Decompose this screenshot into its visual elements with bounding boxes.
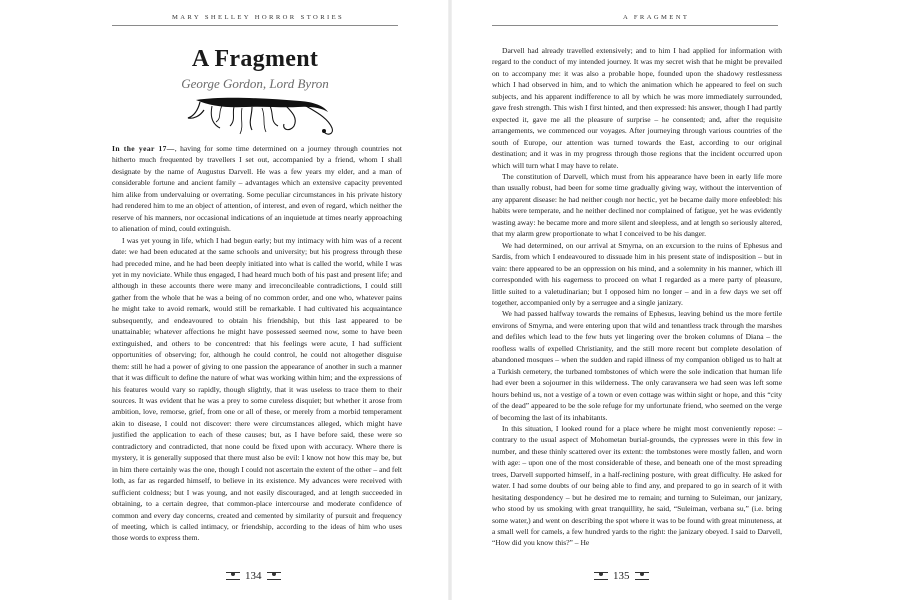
paragraph [112,143,402,235]
page-number-value: 135 [613,570,630,582]
page-number-value: 134 [245,570,262,582]
page-number [226,570,281,582]
page-number [594,570,649,582]
paragraph: The constitution of Darvell, which must from his appearance have been in early life more than usually robust, had been for some time gradually giving way, without the intervention of any apparent disease: he had neither cough nor hectic, yet he became daily more enfeebled: his habits were temperate, and he neither declined nor complained of fatigue, yet he was evidently wasting away: he became more and more silent and sleepless, and at length so seriously altered, that my alarm grew proportionate to what I conceived to be his danger. [492,171,782,239]
header-rule [492,25,778,26]
lead-in: In the year 17— [112,144,175,153]
paragraph: In this situation, I looked round for a place where he might most conveniently repose: – contrary to the usual aspect of Mohometan burial-grounds, the cypresses were in this few in number, and these thinly scattered over its extent: the tombstones were mostly fallen, and worn with age: – upon one of the most considerable of these, and beneath one of the most spreading trees, Darvell supported himself, in a half-reclining posture, with great difficulty. He asked for water. I had some doubts of our being able to find any, and prepared to go in search of it with hesitating despondency – but he desired me to remain; and turning to Suleiman, our janizary, who stood by us smoking with great tranquillity, he said, “Suleiman, verbana su,” (i.e. bring some water,) and went on describing the spot where it was to be found with great minuteness, at a small well for camels, a few hundred yards to the right: the janizary obeyed. I said to Darvell, “How did you know this?” – He [492,423,782,548]
right-page [452,0,900,600]
right-body-text [492,45,782,549]
flourish-ornament-icon [182,94,342,138]
paragraph: We had passed halfway towards the remains of Ephesus, leaving behind us the more fertile environs of Smyrna, and were entering upon that wild and tenantless track through the marshes and defiles which lead to the few huts yet lingering over the broken columns of Diana – the roofless walls of expelled Christianity, and the still more recent but complete desolation of abandoned mosques – when the sudden and rapid illness of my companion obliged us to halt at a Turkish cemetery, the turbaned tombstones of which were the sole indication that human life had ever been a sojourner in this wilderness. The only caravansera we had seen was left some hours behind us, not a vestige of a town or even cottage was within sight or hope, and this “city of the dead” appeared to be the sole refuge for my unfortunate friend, who seemed on the verge of becoming the last of its inhabitants. [492,309,782,422]
running-head: MARY SHELLEY HORROR STORIES [172,14,345,21]
running-head: A FRAGMENT [623,14,690,21]
folio-ornament-icon [594,572,608,580]
paragraph: We had determined, on our arrival at Smyrna, on an excursion to the ruins of Ephesus and Sardis, from which I endeavoured to dissuade him in his present state of indisposition – but in vain: there appeared to be an oppression on his mind, and a solemnity in his manner, which ill corresponded with his eagerness to proceed on what I regarded as a mere party of pleasure, little suited to a valetudinarian; but I opposed him no longer – and in a few days we set off together, accompanied only by a serrugee and a single janizary. [492,240,782,307]
left-body-text [112,143,402,544]
paragraph: Darvell had already travelled extensively; and to him I had applied for information with regard to the conduct of my intended journey. It was my secret wish that he might be prevailed on to accompany me: it was also a probable hope, founded upon the shadowy restlessness which I had observed in him, and to which the animation which he appeared to feel on such subjects, and his apparent indifference to all by which he was more immediately surrounded, gave fresh strength. This wish I first hinted, and then expressed: his answer, though I had partly expected it, gave me all the pleasure of surprise – he consented; and, after the requisite arrangements, we commenced our voyages. After journeying through various countries of the south of Europe, our attention was turned towards the East, according to our original destination; and it was in my progress through those regions that the incident occurred upon which will turn what I may have to relate. [492,46,782,170]
left-page [0,0,448,600]
folio-ornament-icon [635,572,649,580]
folio-ornament-icon [267,572,281,580]
paragraph: I was yet young in life, which I had begun early; but my intimacy with him was of a recent date: we had been educated at the same schools and university; but his progress through these had preceded mine, and he had been deeply initiated into what is called the world, while I was yet in my noviciate. While thus engaged, I had heard much both of his past and present life; and although in these accounts there were many and irreconcileable contradictions, I could still gather from the whole that he was a being of no common order, and one who, whatever pains he might take to avoid remark, would still be remarkable. I had cultivated his acquaintance subsequently, and endeavoured to obtain his friendship, but this last appeared to be unattainable; whatever affections he might have possessed seemed now, some to have been extinguished, and others to be concentred: that his feelings were acute, I had sufficient opportunities of observing; for, although he could control, he could not altogether disguise them: still he had a power of giving to one passion the appearance of another in such a manner that it was difficult to define the nature of what was working within him; and the expressions of his features would vary so rapidly, though slightly, that it was useless to trace them to their sources. It was evident that he was a prey to some cureless disquiet; but whether it arose from ambition, love, remorse, grief, from one or all of these, or merely from a morbid temperament akin to disease, I could not discover: there were circumstances alleged, which might have justified the application to each of these causes; but, as I have before said, these were so contradictory and contradicted, that none could be fixed upon with accuracy. Where there is mystery, it is generally supposed that there must also be evil: I know not how this may be, but in him there certainly was the one, though I could not ascertain the extent of the other – and felt loth, as far as regarded himself, to believe in its existence. My advances were received with sufficient coldness; but I was young, and not easily discouraged, and at length succeeded in obtaining, to a certain degree, that common-place intercourse and moderate confidence of common and every day concerns, created and cemented by similarity of pursuit and frequency of meeting, which is called intimacy, or friendship, according to the ideas of him who uses those words to express them. [112,235,402,543]
story-author: George Gordon, Lord Byron [181,76,329,91]
folio-ornament-icon [226,572,240,580]
story-title: A Fragment [191,46,319,72]
header-rule [112,25,398,26]
paragraph-text: , having for some time determined on a journey through countries not hitherto much frequented by travellers I set out, accompanied by a friend, whom I shall designate by the name of Augustus Darvell. He was a few years my elder, and a man of considerable fortune and ancient family – advantages which an extensive capacity prevented him alike from undervaluing or overrating. Some peculiar circumstances in his private history had rendered him to me an object of attention, of interest, and even of regard, which neither the reserve of his manners, nor occasional indications of an inquietude at times nearly approaching to alienation of mind, could extinguish. [112,144,402,234]
